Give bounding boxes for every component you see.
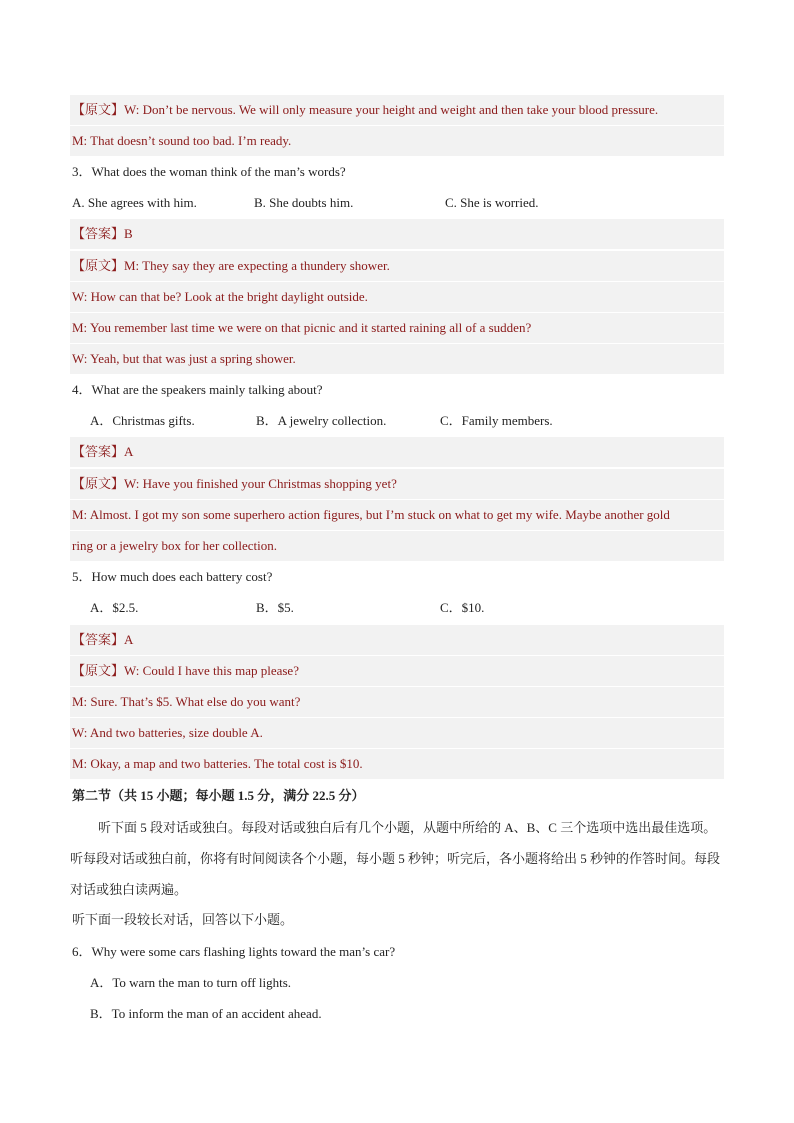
answer-line: 【答案】A bbox=[70, 437, 724, 467]
question-stem: 3．What does the woman think of the man’s words? bbox=[72, 164, 346, 179]
options-row bbox=[70, 593, 724, 623]
option-b: B．$5. bbox=[256, 600, 294, 615]
transcript-line: W: And two batteries, size double A. bbox=[70, 718, 724, 748]
options-row bbox=[70, 406, 724, 436]
answer-line: 【答案】B bbox=[70, 219, 724, 249]
transcript-line: M: That doesn’t sound too bad. I’m ready. bbox=[70, 126, 724, 156]
transcript-line: ring or a jewelry box for her collection. bbox=[70, 531, 724, 561]
transcript-line: 【原文】W: Could I have this map please? bbox=[70, 656, 724, 686]
transcript-line: 【原文】W: Don’t be nervous. We will only measure your height and weight and then take your blood pressure. bbox=[70, 95, 724, 125]
option-a: A．To warn the man to turn off lights. bbox=[90, 975, 292, 990]
option-b: B．A jewelry collection. bbox=[256, 413, 387, 428]
question-stem: 6．Why were some cars flashing lights toward the man’s car? bbox=[72, 944, 396, 959]
option-a: A．Christmas gifts. bbox=[90, 413, 195, 428]
transcript-line: M: Okay, a map and two batteries. The total cost is $10. bbox=[70, 749, 724, 779]
transcript-line: W: Yeah, but that was just a spring shower. bbox=[70, 344, 724, 374]
option-c: C. She is worried. bbox=[445, 195, 539, 210]
answer-line: 【答案】A bbox=[70, 625, 724, 655]
transcript-line: 【原文】W: Have you finished your Christmas shopping yet? bbox=[70, 469, 724, 499]
option-c: C．Family members. bbox=[440, 413, 553, 428]
option-a: A. She agrees with him. bbox=[72, 195, 197, 210]
transcript-line: M: Sure. That’s $5. What else do you want? bbox=[70, 687, 724, 717]
listen-prompt: 听下面一段较长对话，回答以下小题。 bbox=[72, 912, 294, 927]
question-stem: 5．How much does each battery cost? bbox=[72, 569, 273, 584]
transcript-line: M: You remember last time we were on that picnic and it started raining all of a sudden? bbox=[70, 313, 724, 343]
transcript-line: 【原文】M: They say they are expecting a thundery shower. bbox=[70, 251, 724, 281]
section-instructions: 听下面 5 段对话或独白。每段对话或独白后有几个小题，从题中所给的 A、B、C 三个选项中选出最佳选项。听每段对话或独白前，你将有时间阅读各个小题，每小题 5 秒钟；听完后，各小题将给出 5 秒钟的作答时间。每段对话或独白读两遍。 bbox=[70, 820, 721, 897]
option-c: C．$10. bbox=[440, 600, 485, 615]
options-row bbox=[70, 188, 724, 218]
transcript-line: M: Almost. I got my son some superhero action figures, but I’m stuck on what to get my wife. Maybe another gold bbox=[70, 500, 724, 530]
option-b: B．To inform the man of an accident ahead. bbox=[90, 1006, 322, 1021]
transcript-line: W: How can that be? Look at the bright daylight outside. bbox=[70, 282, 724, 312]
question-stem: 4．What are the speakers mainly talking about? bbox=[72, 382, 323, 397]
option-b: B. She doubts him. bbox=[254, 195, 354, 210]
section-heading: 第二节（共 15 小题；每小题 1.5 分，满分 22.5 分） bbox=[72, 788, 365, 803]
option-a: A．$2.5. bbox=[90, 600, 139, 615]
